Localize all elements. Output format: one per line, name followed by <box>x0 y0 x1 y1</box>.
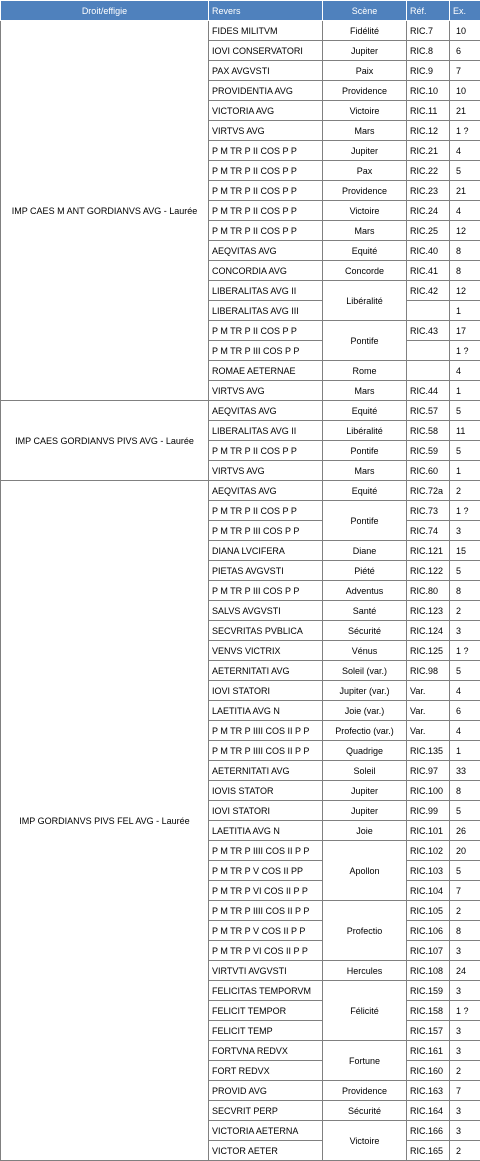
reference-cell: RIC.123 <box>407 601 450 621</box>
reference-cell <box>407 361 450 381</box>
reference-cell: RIC.122 <box>407 561 450 581</box>
reference-cell: RIC.160 <box>407 1061 450 1081</box>
droit-effigie-cell: IMP CAES GORDIANVS PIVS AVG - Laurée <box>1 401 209 481</box>
reference-cell <box>407 301 450 321</box>
reference-cell: RIC.102 <box>407 841 450 861</box>
examples-count-cell: 4 <box>450 141 480 161</box>
examples-count-cell: 2 <box>450 1141 480 1161</box>
examples-count-cell: 12 <box>450 221 480 241</box>
scene-cell: Félicité <box>323 981 407 1041</box>
scene-cell: Jupiter <box>323 41 407 61</box>
scene-cell: Paix <box>323 61 407 81</box>
examples-count-cell: 6 <box>450 41 480 61</box>
revers-cell: IOVI STATORI <box>209 681 323 701</box>
examples-count-cell: 5 <box>450 441 480 461</box>
scene-cell: Victoire <box>323 201 407 221</box>
header-ex[interactable]: Ex. <box>450 1 480 21</box>
reference-cell: RIC.42 <box>407 281 450 301</box>
reference-cell: RIC.165 <box>407 1141 450 1161</box>
revers-cell: P M TR P V COS II PP <box>209 861 323 881</box>
reference-cell: RIC.107 <box>407 941 450 961</box>
examples-count-cell: 1 <box>450 381 480 401</box>
header-revers[interactable]: Revers <box>209 1 323 21</box>
examples-count-cell: 2 <box>450 901 480 921</box>
revers-cell: P M TR P II COS P P <box>209 501 323 521</box>
reference-cell: RIC.10 <box>407 81 450 101</box>
reference-cell: RIC.44 <box>407 381 450 401</box>
examples-count-cell: 7 <box>450 61 480 81</box>
reference-cell: RIC.74 <box>407 521 450 541</box>
revers-cell: FORTVNA REDVX <box>209 1041 323 1061</box>
examples-count-cell: 1 ? <box>450 121 480 141</box>
revers-cell: LAETITIA AVG N <box>209 701 323 721</box>
revers-cell: DIANA LVCIFERA <box>209 541 323 561</box>
scene-cell: Equité <box>323 241 407 261</box>
scene-cell: Sécurité <box>323 1101 407 1121</box>
revers-cell: LIBERALITAS AVG II <box>209 281 323 301</box>
examples-count-cell: 7 <box>450 1081 480 1101</box>
header-scene[interactable]: Scène <box>323 1 407 21</box>
scene-cell: Jupiter (var.) <box>323 681 407 701</box>
revers-cell: VICTORIA AETERNA <box>209 1121 323 1141</box>
reference-cell: RIC.166 <box>407 1121 450 1141</box>
examples-count-cell: 1 <box>450 461 480 481</box>
reference-cell: RIC.41 <box>407 261 450 281</box>
scene-cell: Pax <box>323 161 407 181</box>
examples-count-cell: 3 <box>450 1121 480 1141</box>
examples-count-cell: 1 ? <box>450 641 480 661</box>
examples-count-cell: 2 <box>450 601 480 621</box>
examples-count-cell: 8 <box>450 781 480 801</box>
revers-cell: PROVID AVG <box>209 1081 323 1101</box>
scene-cell: Concorde <box>323 261 407 281</box>
examples-count-cell: 26 <box>450 821 480 841</box>
scene-cell: Providence <box>323 1081 407 1101</box>
examples-count-cell: 20 <box>450 841 480 861</box>
examples-count-cell: 33 <box>450 761 480 781</box>
scene-cell: Jupiter <box>323 801 407 821</box>
revers-cell: VICTORIA AVG <box>209 101 323 121</box>
examples-count-cell: 8 <box>450 581 480 601</box>
revers-cell: P M TR P VI COS II P P <box>209 941 323 961</box>
revers-cell: FELICITAS TEMPORVM <box>209 981 323 1001</box>
examples-count-cell: 11 <box>450 421 480 441</box>
scene-cell: Jupiter <box>323 781 407 801</box>
scene-cell: Equité <box>323 481 407 501</box>
examples-count-cell: 2 <box>450 1061 480 1081</box>
examples-count-cell: 8 <box>450 921 480 941</box>
scene-cell: Quadrige <box>323 741 407 761</box>
scene-cell: Joie <box>323 821 407 841</box>
revers-cell: LIBERALITAS AVG II <box>209 421 323 441</box>
table-row <box>1 21 480 41</box>
examples-count-cell: 1 ? <box>450 501 480 521</box>
reference-cell: RIC.161 <box>407 1041 450 1061</box>
revers-cell: P M TR P IIII COS II P P <box>209 841 323 861</box>
revers-cell: P M TR P II COS P P <box>209 161 323 181</box>
revers-cell: P M TR P II COS P P <box>209 141 323 161</box>
reference-cell: RIC.25 <box>407 221 450 241</box>
scene-cell: Fortune <box>323 1041 407 1081</box>
scene-cell: Mars <box>323 221 407 241</box>
revers-cell: LIBERALITAS AVG III <box>209 301 323 321</box>
revers-cell: PAX AVGVSTI <box>209 61 323 81</box>
revers-cell: P M TR P IIII COS II P P <box>209 901 323 921</box>
examples-count-cell: 3 <box>450 1101 480 1121</box>
scene-cell: Mars <box>323 461 407 481</box>
reference-cell: RIC.72a <box>407 481 450 501</box>
revers-cell: FELICIT TEMPOR <box>209 1001 323 1021</box>
examples-count-cell: 4 <box>450 361 480 381</box>
revers-cell: AEQVITAS AVG <box>209 481 323 501</box>
revers-cell: P M TR P II COS P P <box>209 441 323 461</box>
scene-cell: Pontife <box>323 321 407 361</box>
examples-count-cell: 3 <box>450 1041 480 1061</box>
reference-cell: RIC.73 <box>407 501 450 521</box>
examples-count-cell: 5 <box>450 801 480 821</box>
scene-cell: Libéralité <box>323 421 407 441</box>
reference-cell: Var. <box>407 701 450 721</box>
reference-cell: RIC.101 <box>407 821 450 841</box>
reference-cell: RIC.7 <box>407 21 450 41</box>
examples-count-cell: 3 <box>450 521 480 541</box>
revers-cell: P M TR P VI COS II P P <box>209 881 323 901</box>
reference-cell: RIC.58 <box>407 421 450 441</box>
reference-cell: RIC.163 <box>407 1081 450 1101</box>
reference-cell: RIC.40 <box>407 241 450 261</box>
reference-cell: RIC.99 <box>407 801 450 821</box>
revers-cell: AEQVITAS AVG <box>209 401 323 421</box>
droit-effigie-cell: IMP GORDIANVS PIVS FEL AVG - Laurée <box>1 481 209 1161</box>
header-droit[interactable]: Droit/effigie <box>1 1 209 21</box>
examples-count-cell: 3 <box>450 941 480 961</box>
scene-cell: Adventus <box>323 581 407 601</box>
revers-cell: AEQVITAS AVG <box>209 241 323 261</box>
scene-cell: Profectio <box>323 901 407 961</box>
reference-cell: RIC.21 <box>407 141 450 161</box>
revers-cell: P M TR P III COS P P <box>209 341 323 361</box>
examples-count-cell: 1 <box>450 741 480 761</box>
reference-cell: Var. <box>407 721 450 741</box>
reference-cell: RIC.97 <box>407 761 450 781</box>
table-body <box>1 21 480 1161</box>
reference-cell: RIC.11 <box>407 101 450 121</box>
examples-count-cell: 15 <box>450 541 480 561</box>
reference-cell: RIC.80 <box>407 581 450 601</box>
revers-cell: FORT REDVX <box>209 1061 323 1081</box>
revers-cell: FELICIT TEMP <box>209 1021 323 1041</box>
examples-count-cell: 17 <box>450 321 480 341</box>
header-ref[interactable]: Réf. <box>407 1 450 21</box>
examples-count-cell: 24 <box>450 961 480 981</box>
examples-count-cell: 6 <box>450 701 480 721</box>
reference-cell: RIC.106 <box>407 921 450 941</box>
revers-cell: PIETAS AVGVSTI <box>209 561 323 581</box>
reference-cell: RIC.135 <box>407 741 450 761</box>
examples-count-cell: 12 <box>450 281 480 301</box>
table-row <box>1 481 480 501</box>
examples-count-cell: 3 <box>450 621 480 641</box>
examples-count-cell: 5 <box>450 401 480 421</box>
scene-cell: Piété <box>323 561 407 581</box>
revers-cell: IOVI STATORI <box>209 801 323 821</box>
examples-count-cell: 1 ? <box>450 1001 480 1021</box>
revers-cell: SALVS AVGVSTI <box>209 601 323 621</box>
scene-cell: Sécurité <box>323 621 407 641</box>
scene-cell: Mars <box>323 121 407 141</box>
revers-cell: P M TR P II COS P P <box>209 181 323 201</box>
examples-count-cell: 5 <box>450 161 480 181</box>
revers-cell: PROVIDENTIA AVG <box>209 81 323 101</box>
reference-cell: RIC.104 <box>407 881 450 901</box>
examples-count-cell: 5 <box>450 661 480 681</box>
scene-cell: Victoire <box>323 1121 407 1161</box>
scene-cell: Joie (var.) <box>323 701 407 721</box>
reference-cell: RIC.125 <box>407 641 450 661</box>
scene-cell: Victoire <box>323 101 407 121</box>
header-row <box>1 1 480 21</box>
table-row <box>1 401 480 421</box>
examples-count-cell: 4 <box>450 681 480 701</box>
examples-count-cell: 1 ? <box>450 341 480 361</box>
revers-cell: P M TR P V COS II P P <box>209 921 323 941</box>
droit-effigie-cell: IMP CAES M ANT GORDIANVS AVG - Laurée <box>1 21 209 401</box>
reference-cell: RIC.100 <box>407 781 450 801</box>
revers-cell: VIRTVTI AVGVSTI <box>209 961 323 981</box>
scene-cell: Profectio (var.) <box>323 721 407 741</box>
scene-cell: Equité <box>323 401 407 421</box>
revers-cell: FIDES MILITVM <box>209 21 323 41</box>
scene-cell: Mars <box>323 381 407 401</box>
scene-cell: Fidélité <box>323 21 407 41</box>
reference-cell: RIC.108 <box>407 961 450 981</box>
reference-cell: RIC.43 <box>407 321 450 341</box>
revers-cell: VIRTVS AVG <box>209 461 323 481</box>
reference-cell <box>407 341 450 361</box>
scene-cell: Vénus <box>323 641 407 661</box>
reference-cell: RIC.121 <box>407 541 450 561</box>
reference-cell: RIC.57 <box>407 401 450 421</box>
reference-cell: RIC.103 <box>407 861 450 881</box>
scene-cell: Apollon <box>323 841 407 901</box>
revers-cell: P M TR P IIII COS II P P <box>209 721 323 741</box>
examples-count-cell: 3 <box>450 981 480 1001</box>
revers-cell: VIRTVS AVG <box>209 381 323 401</box>
reference-cell: RIC.158 <box>407 1001 450 1021</box>
examples-count-cell: 21 <box>450 181 480 201</box>
revers-cell: AETERNITATI AVG <box>209 661 323 681</box>
reference-cell: RIC.22 <box>407 161 450 181</box>
revers-cell: AETERNITATI AVG <box>209 761 323 781</box>
reference-cell: RIC.98 <box>407 661 450 681</box>
reference-cell: RIC.159 <box>407 981 450 1001</box>
scene-cell: Diane <box>323 541 407 561</box>
revers-cell: P M TR P IIII COS II P P <box>209 741 323 761</box>
examples-count-cell: 2 <box>450 481 480 501</box>
revers-cell: IOVIS STATOR <box>209 781 323 801</box>
examples-count-cell: 1 <box>450 301 480 321</box>
revers-cell: CONCORDIA AVG <box>209 261 323 281</box>
revers-cell: LAETITIA AVG N <box>209 821 323 841</box>
scene-cell: Jupiter <box>323 141 407 161</box>
revers-cell: VICTOR AETER <box>209 1141 323 1161</box>
revers-cell: P M TR P III COS P P <box>209 581 323 601</box>
reference-cell: RIC.59 <box>407 441 450 461</box>
reference-cell: RIC.12 <box>407 121 450 141</box>
reference-cell: RIC.23 <box>407 181 450 201</box>
revers-cell: SECVRITAS PVBLICA <box>209 621 323 641</box>
examples-count-cell: 4 <box>450 721 480 741</box>
reference-cell: RIC.60 <box>407 461 450 481</box>
revers-cell: VIRTVS AVG <box>209 121 323 141</box>
revers-cell: ROMAE AETERNAE <box>209 361 323 381</box>
examples-count-cell: 4 <box>450 201 480 221</box>
examples-count-cell: 7 <box>450 881 480 901</box>
examples-count-cell: 3 <box>450 1021 480 1041</box>
examples-count-cell: 8 <box>450 241 480 261</box>
examples-count-cell: 21 <box>450 101 480 121</box>
examples-count-cell: 8 <box>450 261 480 281</box>
revers-cell: P M TR P II COS P P <box>209 321 323 341</box>
examples-count-cell: 5 <box>450 861 480 881</box>
reference-cell: RIC.105 <box>407 901 450 921</box>
scene-cell: Pontife <box>323 501 407 541</box>
scene-cell: Pontife <box>323 441 407 461</box>
reference-cell: RIC.157 <box>407 1021 450 1041</box>
examples-count-cell: 10 <box>450 21 480 41</box>
revers-cell: P M TR P II COS P P <box>209 201 323 221</box>
scene-cell: Providence <box>323 81 407 101</box>
scene-cell: Soleil <box>323 761 407 781</box>
revers-cell: P M TR P II COS P P <box>209 221 323 241</box>
scene-cell: Santé <box>323 601 407 621</box>
reference-cell: RIC.164 <box>407 1101 450 1121</box>
scene-cell: Rome <box>323 361 407 381</box>
scene-cell: Soleil (var.) <box>323 661 407 681</box>
reference-cell: RIC.124 <box>407 621 450 641</box>
reference-cell: RIC.24 <box>407 201 450 221</box>
scene-cell: Hercules <box>323 961 407 981</box>
revers-cell: IOVI CONSERVATORI <box>209 41 323 61</box>
examples-count-cell: 5 <box>450 561 480 581</box>
reference-cell: RIC.9 <box>407 61 450 81</box>
reference-cell: RIC.8 <box>407 41 450 61</box>
revers-cell: VENVS VICTRIX <box>209 641 323 661</box>
examples-count-cell: 10 <box>450 81 480 101</box>
reference-cell: Var. <box>407 681 450 701</box>
scene-cell: Providence <box>323 181 407 201</box>
revers-cell: SECVRIT PERP <box>209 1101 323 1121</box>
revers-cell: P M TR P III COS P P <box>209 521 323 541</box>
scene-cell: Libéralité <box>323 281 407 321</box>
